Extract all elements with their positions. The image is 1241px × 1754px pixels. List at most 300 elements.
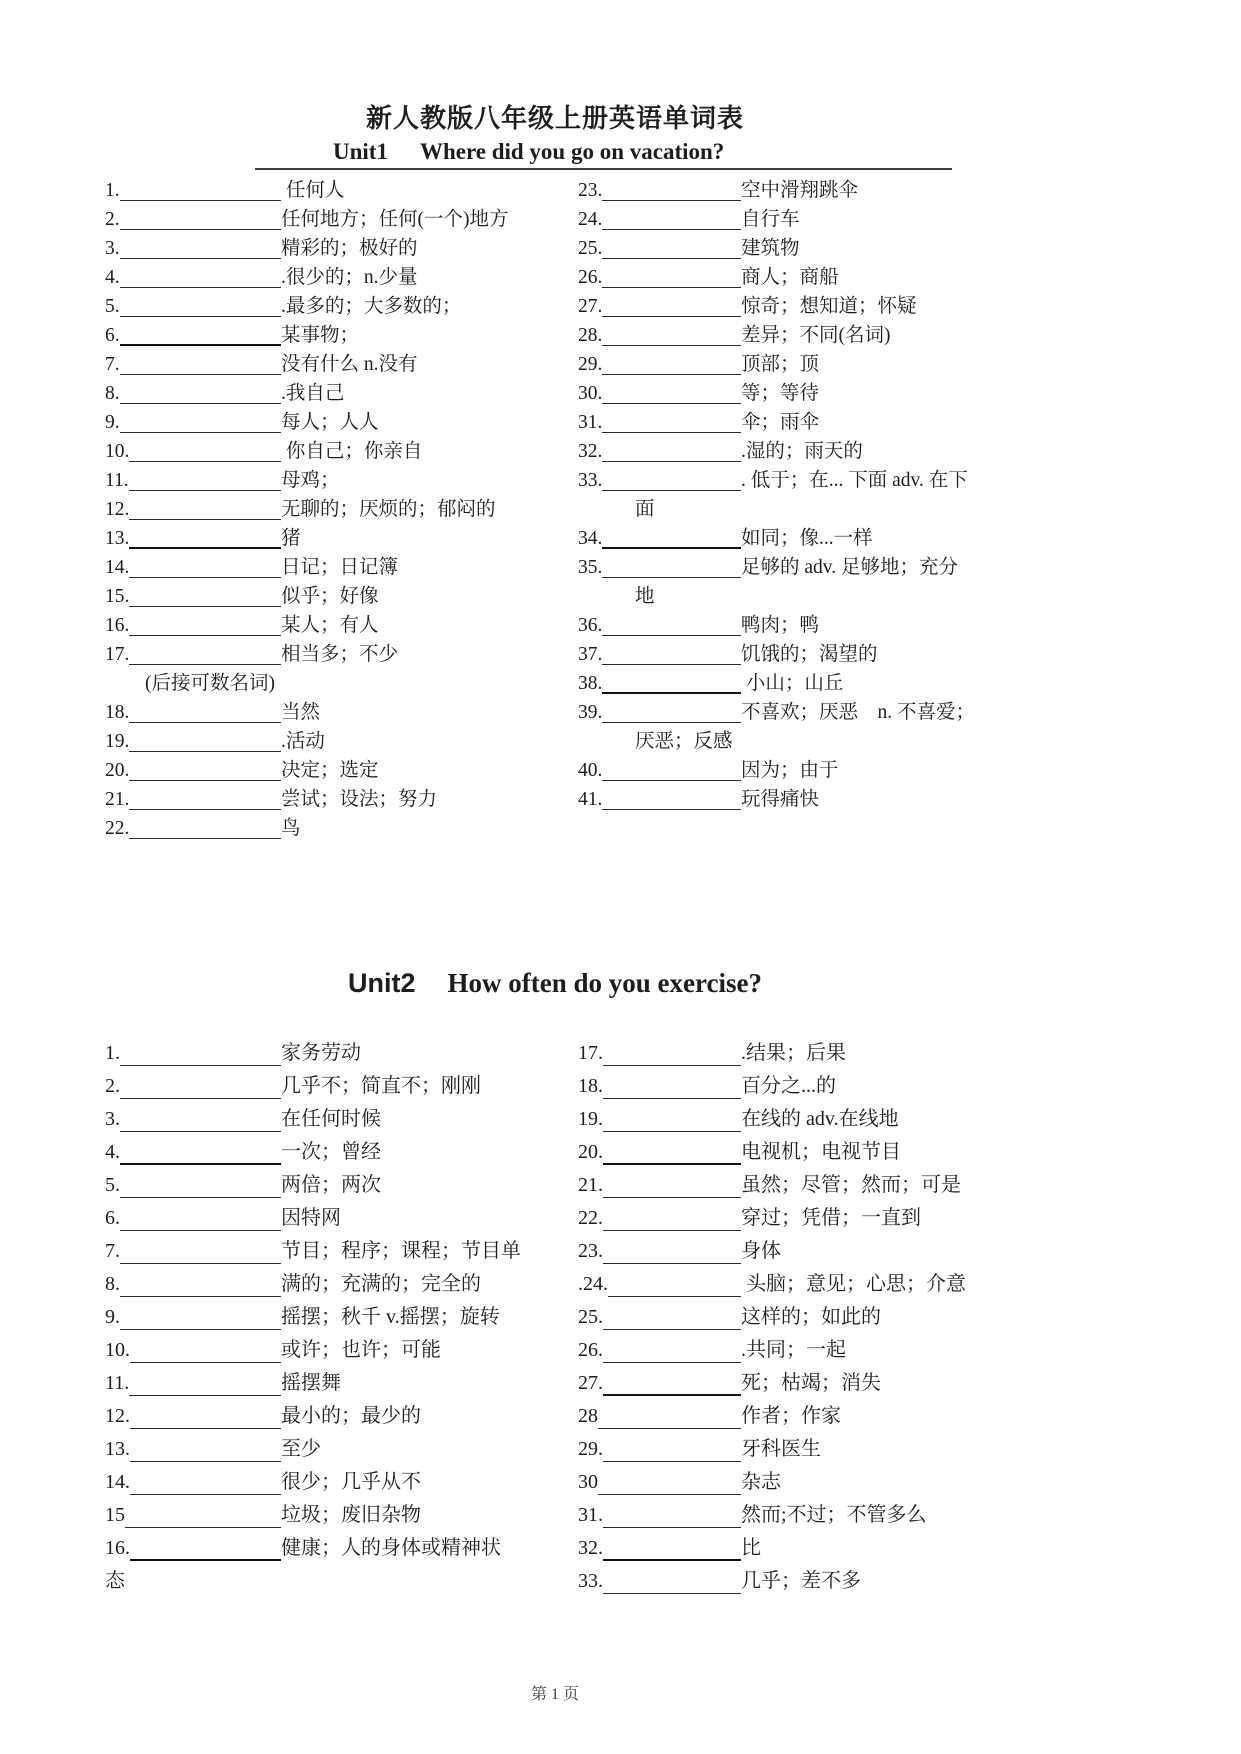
vocab-item bbox=[578, 1334, 1241, 1367]
number-and-blank bbox=[578, 1433, 741, 1466]
answer-blank bbox=[129, 582, 281, 607]
number-and-blank bbox=[105, 1301, 281, 1334]
vocab-item bbox=[578, 1169, 1241, 1202]
number-and-blank bbox=[578, 1169, 741, 1202]
definition-text: 摇摆；秋千 v.摇摆；旋转 bbox=[281, 1306, 500, 1328]
vocab-item bbox=[105, 582, 578, 611]
item-number: 16. bbox=[105, 1537, 130, 1559]
unit1-right-column bbox=[578, 176, 1241, 843]
definition-text: .最多的；大多数的； bbox=[281, 296, 462, 317]
vocab-item bbox=[578, 379, 1241, 408]
definition-text: 建筑物 bbox=[741, 238, 800, 259]
number-and-blank bbox=[105, 1433, 281, 1466]
definition-text: .很少的；n.少量 bbox=[281, 267, 418, 288]
answer-blank bbox=[602, 263, 741, 288]
answer-blank bbox=[602, 669, 741, 694]
answer-blank bbox=[602, 466, 741, 491]
unit2-heading bbox=[105, 965, 1005, 1001]
number-and-blank bbox=[578, 1268, 741, 1301]
definition-text: 每人；人人 bbox=[281, 412, 379, 433]
number-and-blank bbox=[105, 1334, 281, 1367]
item-number: 19. bbox=[578, 1108, 603, 1130]
answer-blank bbox=[602, 553, 741, 578]
vocab-item bbox=[578, 553, 1241, 582]
number-and-blank bbox=[578, 1136, 741, 1169]
item-number: 15. bbox=[105, 586, 130, 607]
item-number: 20. bbox=[578, 1141, 603, 1163]
answer-blank bbox=[602, 205, 741, 230]
item-number: 15 bbox=[105, 1504, 125, 1526]
answer-blank bbox=[120, 379, 281, 404]
answer-blank bbox=[129, 814, 281, 839]
item-number: 36. bbox=[578, 615, 603, 636]
vocab-item bbox=[578, 756, 1241, 785]
definition-text: 日记；日记簿 bbox=[281, 557, 399, 578]
answer-blank bbox=[603, 1169, 741, 1198]
number-and-blank bbox=[105, 814, 281, 843]
definition-text: 很少；几乎从不 bbox=[281, 1471, 421, 1493]
definition-text: 决定；选定 bbox=[281, 760, 379, 781]
vocab-item bbox=[578, 698, 1241, 727]
definition-text: .共同；一起 bbox=[741, 1339, 846, 1361]
vocab-item bbox=[578, 1400, 1241, 1433]
definition-text: 百分之...的 bbox=[741, 1075, 836, 1097]
number-and-blank bbox=[105, 1268, 281, 1301]
definition-text: 某人；有人 bbox=[281, 615, 379, 636]
answer-blank bbox=[603, 1532, 741, 1561]
vocab-item bbox=[105, 379, 578, 408]
vocab-item bbox=[105, 437, 578, 466]
number-and-blank bbox=[105, 263, 281, 292]
item-number: 6. bbox=[105, 325, 120, 346]
item-number: 5. bbox=[105, 296, 120, 317]
answer-blank bbox=[602, 234, 741, 259]
item-number: 32. bbox=[578, 1537, 603, 1559]
vocab-item bbox=[105, 1301, 578, 1334]
definition-text: 然而;不过；不管多么 bbox=[741, 1504, 927, 1526]
number-and-blank bbox=[105, 1169, 281, 1202]
item-number: 28 bbox=[578, 1405, 598, 1427]
vocab-item bbox=[578, 408, 1241, 437]
definition-text: 似乎；好像 bbox=[281, 586, 379, 607]
number-and-blank bbox=[578, 1565, 741, 1598]
vocab-item bbox=[578, 263, 1241, 292]
item-number: 35. bbox=[578, 557, 603, 578]
answer-blank bbox=[603, 1037, 741, 1066]
definition-text: 母鸡； bbox=[281, 470, 340, 491]
item-number: 12. bbox=[105, 1405, 130, 1427]
item-number: 1. bbox=[105, 1042, 120, 1064]
number-and-blank bbox=[105, 582, 281, 611]
number-and-blank bbox=[578, 466, 741, 495]
vocab-item bbox=[105, 1268, 578, 1301]
definition-text: 在线的 adv.在线地 bbox=[741, 1108, 899, 1130]
number-and-blank bbox=[578, 524, 741, 553]
item-number: 34. bbox=[578, 528, 603, 549]
vocab-item bbox=[578, 611, 1241, 640]
vocab-item bbox=[578, 321, 1241, 350]
answer-blank bbox=[130, 1532, 281, 1561]
vocab-item bbox=[105, 1136, 578, 1169]
definition-text: 如同；像...一样 bbox=[741, 528, 873, 549]
answer-blank bbox=[120, 1202, 281, 1231]
item-number: 31. bbox=[578, 1504, 603, 1526]
vocab-item bbox=[105, 553, 578, 582]
number-and-blank bbox=[578, 437, 741, 466]
answer-blank bbox=[602, 176, 741, 201]
vocab-item bbox=[578, 176, 1241, 205]
answer-blank bbox=[598, 1400, 741, 1429]
answer-blank bbox=[603, 1103, 741, 1132]
answer-blank bbox=[120, 1136, 281, 1165]
answer-blank bbox=[602, 524, 741, 549]
definition-text: 家务劳动 bbox=[281, 1042, 361, 1064]
vocab-item bbox=[578, 1103, 1241, 1136]
vocab-item bbox=[105, 263, 578, 292]
definition-text: 健康；人的身体或精神状 bbox=[281, 1537, 501, 1559]
item-number: 3. bbox=[105, 1108, 120, 1130]
answer-blank bbox=[120, 350, 281, 375]
item-number: 29. bbox=[578, 354, 603, 375]
unit1-left-column bbox=[105, 176, 578, 843]
vocab-item bbox=[105, 1400, 578, 1433]
answer-blank bbox=[120, 1169, 281, 1198]
vocab-item bbox=[578, 350, 1241, 379]
answer-blank bbox=[602, 785, 741, 810]
vocab-item bbox=[578, 292, 1241, 321]
answer-blank bbox=[130, 1433, 281, 1462]
definition-text: 这样的；如此的 bbox=[741, 1306, 881, 1328]
answer-blank bbox=[602, 437, 741, 462]
answer-blank bbox=[129, 495, 281, 520]
number-and-blank bbox=[105, 756, 281, 785]
definition-text: 你自己；你亲自 bbox=[281, 441, 423, 462]
answer-blank bbox=[120, 1235, 281, 1264]
item-number: 23. bbox=[578, 180, 603, 201]
definition-text: 杂志 bbox=[741, 1471, 781, 1493]
answer-blank bbox=[120, 205, 281, 230]
answer-blank bbox=[120, 1070, 281, 1099]
definition-text: 足够的 adv. 足够地；充分 bbox=[741, 557, 959, 578]
item-number: 4. bbox=[105, 267, 120, 288]
item-number: 27. bbox=[578, 1372, 603, 1394]
item-number: 28. bbox=[578, 325, 603, 346]
definition-text: 任何人 bbox=[281, 180, 345, 201]
item-number: 8. bbox=[105, 1273, 120, 1295]
unit1-heading bbox=[255, 139, 952, 170]
vocab-item bbox=[105, 292, 578, 321]
definition-text: 几乎；差不多 bbox=[741, 1570, 861, 1592]
answer-blank bbox=[125, 1499, 281, 1528]
vocab-item bbox=[578, 1367, 1241, 1400]
item-number: 18. bbox=[578, 1075, 603, 1097]
vocab-item bbox=[578, 1532, 1241, 1565]
definition-text: 垃圾；废旧杂物 bbox=[281, 1504, 421, 1526]
vocab-item bbox=[105, 727, 578, 756]
number-and-blank bbox=[105, 437, 281, 466]
definition-text: 精彩的；极好的 bbox=[281, 238, 418, 259]
definition-text: 死；枯竭；消失 bbox=[741, 1372, 881, 1394]
definition-text: 鸭肉；鸭 bbox=[741, 615, 820, 636]
definition-text: 差异；不同(名词) bbox=[741, 325, 891, 346]
definition-text: 几乎不；简直不；刚刚 bbox=[281, 1075, 481, 1097]
definition-text: 伞；雨伞 bbox=[741, 412, 820, 433]
item-number: 33. bbox=[578, 470, 603, 491]
item-number: 22. bbox=[105, 818, 130, 839]
item-number: 10. bbox=[105, 1339, 130, 1361]
item-number: 31. bbox=[578, 412, 603, 433]
number-and-blank bbox=[105, 1466, 281, 1499]
number-and-blank bbox=[105, 408, 281, 437]
definition-text: 鸟 bbox=[281, 818, 301, 839]
item-number: 23. bbox=[578, 1240, 603, 1262]
unit2-section bbox=[105, 965, 1241, 1598]
number-and-blank bbox=[105, 495, 281, 524]
number-and-blank bbox=[105, 698, 281, 727]
vocab-item bbox=[578, 524, 1241, 553]
item-number: 39. bbox=[578, 702, 603, 723]
answer-blank bbox=[608, 1268, 741, 1297]
number-and-blank bbox=[578, 1070, 741, 1103]
answer-blank bbox=[602, 321, 741, 346]
number-and-blank bbox=[578, 408, 741, 437]
vocab-item bbox=[578, 669, 1241, 698]
answer-blank bbox=[603, 1301, 741, 1330]
item-number: .24. bbox=[578, 1273, 608, 1295]
vocab-item bbox=[105, 205, 578, 234]
vocab-item bbox=[578, 1268, 1241, 1301]
number-and-blank bbox=[578, 379, 741, 408]
answer-blank bbox=[603, 1136, 741, 1165]
item-number: 17. bbox=[578, 1042, 603, 1064]
vocab-item bbox=[578, 234, 1241, 263]
vocab-item bbox=[578, 1235, 1241, 1268]
item-number: 11. bbox=[105, 1372, 130, 1394]
vocab-item bbox=[105, 1466, 578, 1499]
number-and-blank bbox=[105, 292, 281, 321]
number-and-blank bbox=[105, 785, 281, 814]
unit1-section bbox=[105, 139, 1241, 843]
item-number: 21. bbox=[105, 789, 130, 810]
number-and-blank bbox=[105, 205, 281, 234]
vocab-item bbox=[578, 437, 1241, 466]
vocab-item bbox=[105, 1169, 578, 1202]
vocab-item bbox=[578, 640, 1241, 669]
answer-blank bbox=[598, 1466, 741, 1495]
item-number: 25. bbox=[578, 238, 603, 259]
item-number: 37. bbox=[578, 644, 603, 665]
vocab-item bbox=[105, 611, 578, 640]
number-and-blank bbox=[578, 1499, 741, 1532]
answer-blank bbox=[603, 1499, 741, 1528]
number-and-blank bbox=[105, 350, 281, 379]
vocab-item bbox=[105, 1202, 578, 1235]
unit1-question: Where did you go on vacation? bbox=[419, 139, 725, 164]
unit2-label: Unit2 bbox=[348, 968, 416, 998]
number-and-blank bbox=[578, 1037, 741, 1070]
item-number: 13. bbox=[105, 528, 130, 549]
number-and-blank bbox=[578, 350, 741, 379]
answer-blank bbox=[602, 756, 741, 781]
number-and-blank bbox=[578, 698, 741, 727]
answer-blank bbox=[602, 292, 741, 317]
item-number: 26. bbox=[578, 267, 603, 288]
item-number: 6. bbox=[105, 1207, 120, 1229]
definition-text: 等；等待 bbox=[741, 383, 820, 404]
item-number: 33. bbox=[578, 1570, 603, 1592]
vocab-item bbox=[105, 1499, 578, 1532]
answer-blank bbox=[129, 466, 281, 491]
vocab-item bbox=[578, 1565, 1241, 1598]
number-and-blank bbox=[105, 524, 281, 553]
definition-text: 尝试；设法；努力 bbox=[281, 789, 438, 810]
vocab-item bbox=[105, 466, 578, 495]
definition-text: 无聊的；厌烦的；郁闷的 bbox=[281, 499, 496, 520]
unit2-left-column bbox=[105, 1037, 578, 1598]
definition-text: 两倍；两次 bbox=[281, 1174, 381, 1196]
number-and-blank bbox=[105, 1235, 281, 1268]
definition-text: 在任何时候 bbox=[281, 1108, 381, 1130]
definition-text: 至少 bbox=[281, 1438, 321, 1460]
item-number: 24. bbox=[578, 209, 603, 230]
definition-text: .结果；后果 bbox=[741, 1042, 846, 1064]
definition-text: 顶部；顶 bbox=[741, 354, 820, 375]
vocab-item bbox=[578, 205, 1241, 234]
number-and-blank bbox=[578, 553, 741, 582]
vocab-item bbox=[578, 785, 1241, 814]
answer-blank bbox=[120, 263, 281, 288]
answer-blank bbox=[120, 234, 281, 259]
vocab-item bbox=[105, 1532, 578, 1565]
number-and-blank bbox=[105, 176, 281, 205]
vocab-item bbox=[105, 1070, 578, 1103]
number-and-blank bbox=[105, 1136, 281, 1169]
answer-blank bbox=[129, 611, 281, 636]
definition-text: 或许；也许；可能 bbox=[281, 1339, 441, 1361]
vocab-item bbox=[105, 1103, 578, 1136]
item-number: 14. bbox=[105, 1471, 130, 1493]
vocab-item bbox=[105, 408, 578, 437]
definition-text: 头脑；意见；心思；介意 bbox=[741, 1273, 966, 1295]
definition-text: .湿的；雨天的 bbox=[741, 441, 863, 462]
number-and-blank bbox=[578, 1103, 741, 1136]
definition-text: 任何地方；任何(一个)地方 bbox=[281, 209, 509, 230]
vocab-item bbox=[578, 1037, 1241, 1070]
page-number: 第 1 页 bbox=[530, 1686, 579, 1703]
definition-text: 惊奇；想知道；怀疑 bbox=[741, 296, 917, 317]
definition-text: 当然 bbox=[281, 702, 321, 723]
answer-blank bbox=[130, 1334, 281, 1363]
number-and-blank bbox=[105, 1532, 281, 1565]
answer-blank bbox=[120, 1103, 281, 1132]
number-and-blank bbox=[578, 292, 741, 321]
number-and-blank bbox=[105, 1499, 281, 1532]
vocab-item bbox=[578, 1301, 1241, 1334]
definition-text: 虽然；尽管；然而；可是 bbox=[741, 1174, 961, 1196]
answer-blank bbox=[603, 1235, 741, 1264]
answer-blank bbox=[603, 1433, 741, 1462]
definition-text: 空中滑翔跳伞 bbox=[741, 180, 859, 201]
item-number: 2. bbox=[105, 209, 120, 230]
answer-blank bbox=[129, 524, 281, 549]
item-number: 9. bbox=[105, 1306, 120, 1328]
definition-continuation: 面 bbox=[635, 499, 655, 520]
definition-text: 因特网 bbox=[281, 1207, 341, 1229]
number-and-blank bbox=[578, 1334, 741, 1367]
definition-text: 穿过；凭借；一直到 bbox=[741, 1207, 921, 1229]
item-number: 30 bbox=[578, 1471, 598, 1493]
item-number: 29. bbox=[578, 1438, 603, 1460]
number-and-blank bbox=[105, 1400, 281, 1433]
number-and-blank bbox=[578, 1466, 741, 1499]
answer-blank bbox=[120, 321, 281, 346]
vocab-item bbox=[578, 1202, 1241, 1235]
answer-blank bbox=[120, 1301, 281, 1330]
definition-text: 商人；商船 bbox=[741, 267, 839, 288]
vocab-item bbox=[105, 1037, 578, 1070]
number-and-blank bbox=[105, 640, 281, 669]
item-number: 32. bbox=[578, 441, 603, 462]
item-number: 1. bbox=[105, 180, 120, 201]
answer-blank bbox=[602, 698, 741, 723]
definition-continuation: 地 bbox=[635, 586, 655, 607]
item-number: 26. bbox=[578, 1339, 603, 1361]
item-number: 9. bbox=[105, 412, 120, 433]
number-and-blank bbox=[578, 785, 741, 814]
definition-text: 作者；作家 bbox=[741, 1405, 841, 1427]
item-number: 40. bbox=[578, 760, 603, 781]
number-and-blank bbox=[578, 1235, 741, 1268]
vocab-item bbox=[105, 321, 578, 350]
number-and-blank bbox=[578, 205, 741, 234]
item-number: 7. bbox=[105, 1240, 120, 1262]
vocab-item bbox=[105, 1367, 578, 1400]
definition-continuation: 厌恶；反感 bbox=[635, 731, 733, 752]
definition-text: 牙科医生 bbox=[741, 1438, 821, 1460]
item-number: 10. bbox=[105, 441, 130, 462]
answer-blank bbox=[129, 756, 281, 781]
number-and-blank bbox=[578, 1202, 741, 1235]
vocab-item bbox=[105, 495, 578, 524]
number-and-blank bbox=[105, 466, 281, 495]
answer-blank bbox=[120, 1037, 281, 1066]
item-number: 5. bbox=[105, 1174, 120, 1196]
number-and-blank bbox=[105, 553, 281, 582]
answer-blank bbox=[602, 640, 741, 665]
vocab-item bbox=[105, 1235, 578, 1268]
vocab-item bbox=[578, 1466, 1241, 1499]
item-number: 22. bbox=[578, 1207, 603, 1229]
definition-text: 玩得痛快 bbox=[741, 789, 820, 810]
number-and-blank bbox=[105, 1103, 281, 1136]
number-and-blank bbox=[578, 669, 741, 698]
definition-text: 小山；山丘 bbox=[741, 673, 844, 694]
vocab-item bbox=[578, 1433, 1241, 1466]
number-and-blank bbox=[578, 1367, 741, 1400]
unit1-label: Unit1 bbox=[333, 139, 388, 164]
answer-blank bbox=[129, 727, 281, 752]
definition-text: 满的；充满的；完全的 bbox=[281, 1273, 481, 1295]
unit2-question: How often do you exercise? bbox=[447, 968, 762, 998]
answer-blank bbox=[120, 292, 281, 317]
number-and-blank bbox=[105, 611, 281, 640]
number-and-blank bbox=[105, 1070, 281, 1103]
number-and-blank bbox=[578, 1400, 741, 1433]
item-number: 11. bbox=[105, 470, 129, 491]
number-and-blank bbox=[578, 1532, 741, 1565]
vocab-item bbox=[105, 640, 578, 669]
unit2-right-column bbox=[578, 1037, 1241, 1598]
